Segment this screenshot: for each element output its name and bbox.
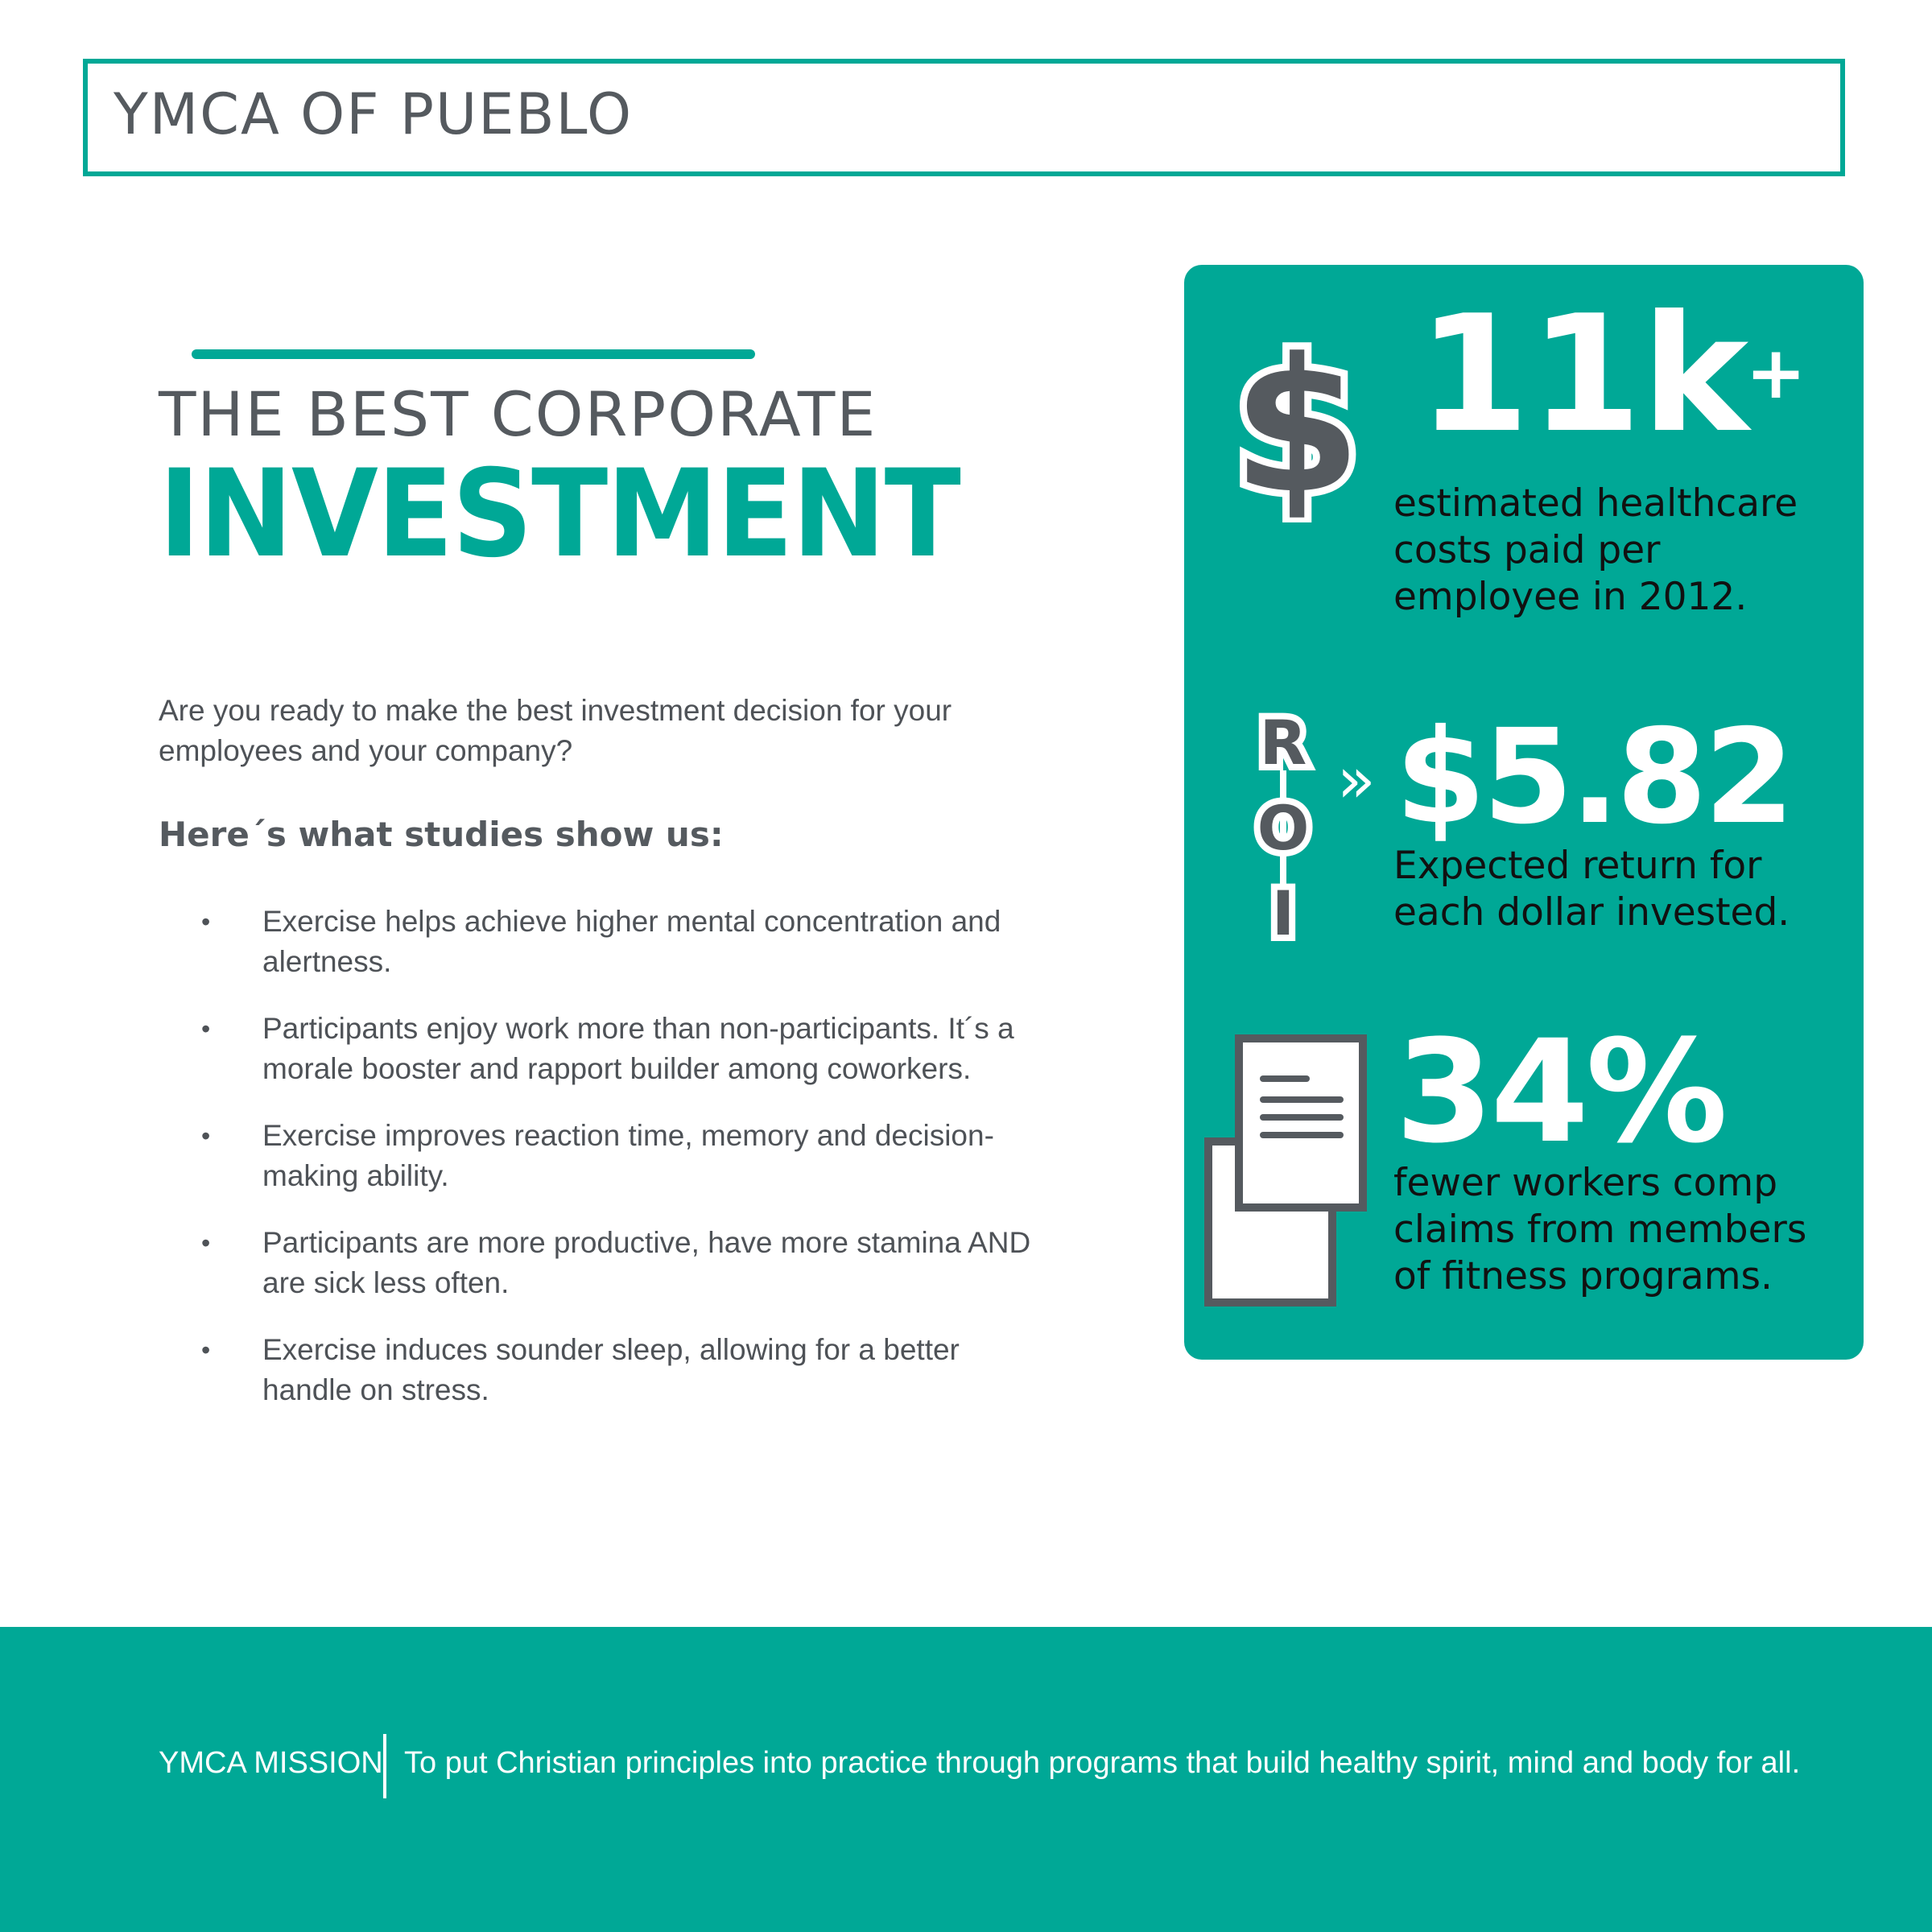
list-item-text: Exercise improves reaction time, memory and decision-making ability. [262, 1119, 994, 1192]
stat-claims-value: 34% [1395, 1009, 1725, 1174]
stat-claims-text [1393, 1160, 1806, 1300]
stat-healthcare-number: 11k [1418, 281, 1749, 469]
header-title: YMCA OF PUEBLO [114, 81, 634, 147]
headline-pre: THE BEST CORPORATE [159, 378, 877, 450]
stat-roi-line: each dollar invested. [1393, 890, 1790, 935]
documents-icon [1203, 1034, 1381, 1323]
roi-letter-o: O [1257, 792, 1310, 864]
list-item [201, 1009, 1055, 1089]
stat-healthcare-line: costs paid per [1393, 528, 1661, 572]
dollar-sign-icon [1232, 329, 1361, 522]
list-item [201, 1116, 1055, 1196]
list-item [201, 902, 1055, 982]
bullet-glyph: • [201, 1014, 211, 1043]
list-item [201, 1223, 1055, 1303]
stat-healthcare-suffix: + [1745, 331, 1806, 415]
list-item [201, 1330, 1055, 1410]
footer-divider [383, 1734, 386, 1798]
stat-healthcare-line: employee in 2012. [1393, 575, 1748, 619]
bullet-glyph: • [201, 1121, 211, 1150]
stat-healthcare-line: estimated healthcare [1393, 481, 1798, 526]
roi-letter-r: R [1259, 707, 1307, 778]
stat-claims-line: fewer workers comp [1393, 1161, 1778, 1205]
stat-healthcare-text [1393, 481, 1798, 621]
header-box [83, 59, 1845, 176]
roi-letter-i: I [1271, 877, 1295, 949]
list-item-text: Exercise helps achieve higher mental concentration and alertness. [262, 905, 1001, 978]
studies-heading: Here´s what studies show us: [159, 815, 724, 854]
bullet-glyph: • [201, 907, 211, 936]
stat-roi-text [1393, 843, 1790, 936]
stat-healthcare-value [1418, 281, 1806, 469]
roi-arrow: » [1337, 745, 1376, 817]
accent-line [192, 349, 755, 359]
stat-roi-value: $5.82 [1395, 702, 1792, 853]
list-item-text: Participants enjoy work more than non-participants. It´s a morale booster and rapport builder among coworkers. [262, 1012, 1014, 1085]
footer-label: YMCA MISSION [159, 1746, 383, 1780]
list-item-text: Exercise induces sounder sleep, allowing for a better handle on stress. [262, 1333, 960, 1406]
roi-icon [1247, 706, 1319, 964]
stat-claims-line: of fitness programs. [1393, 1254, 1773, 1298]
bullet-glyph: • [201, 1335, 211, 1364]
bullet-list [201, 902, 1055, 1437]
bullet-glyph: • [201, 1228, 211, 1257]
footer [0, 1627, 1932, 1932]
stats-panel [1184, 265, 1864, 1360]
intro-paragraph: Are you ready to make the best investment decision for your employees and your company? [159, 694, 952, 767]
stat-roi-line: Expected return for [1393, 844, 1762, 888]
list-item-text: Participants are more productive, have more stamina AND are sick less often. [262, 1226, 1031, 1299]
footer-mission-text: To put Christian principles into practice through programs that build healthy spirit, mind and body for all. [404, 1746, 1801, 1780]
svg-text:$: $ [1232, 329, 1361, 522]
headline-main: INVESTMENT [159, 444, 960, 584]
stat-claims-line: claims from members [1393, 1208, 1807, 1252]
